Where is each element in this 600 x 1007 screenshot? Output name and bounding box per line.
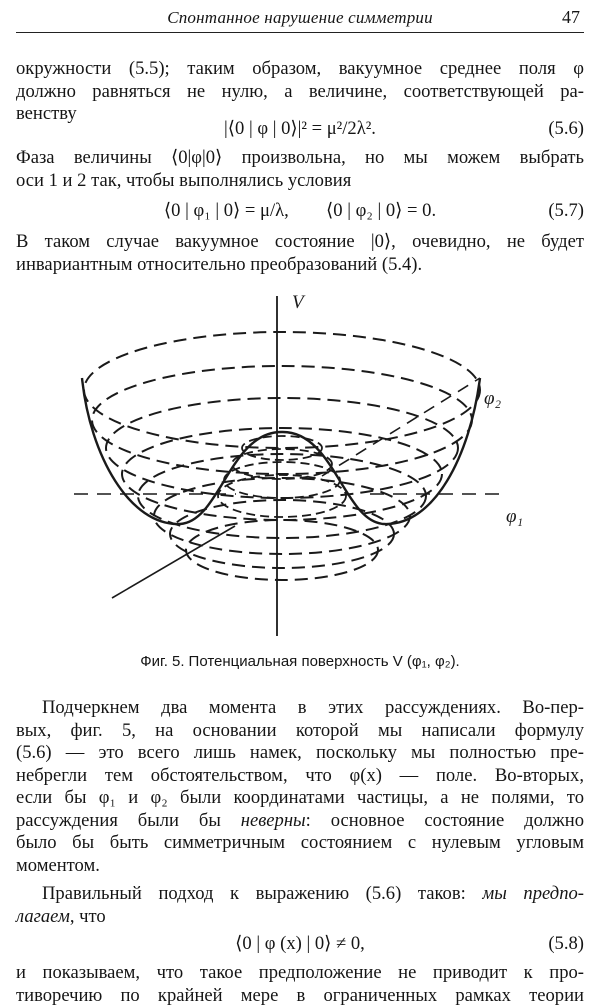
text-line: венству [16,103,584,126]
bowl-contours [84,332,480,580]
equation-5-6 [16,118,584,142]
text-line: должно равняться не нулю, а величине, соответствующей ра- [16,81,584,104]
page-number: 47 [562,7,580,28]
paragraph-4 [16,697,584,877]
axis-phi2-label: φ₂ [484,388,502,409]
text-line: тиворечию по крайней мере в ограниченных рамках теории [16,985,584,1007]
equation-body: |⟨0 | φ | 0⟩|² = μ²/2λ². [16,118,584,140]
caption-label: Фиг. 5. [140,653,184,670]
text-line [16,883,584,906]
equation-5-7 [16,200,584,224]
paragraph-6 [16,962,584,1007]
equation-5-8 [16,933,584,957]
text-line: Подчеркнем два момента в этих рассуждениях. Во-пер- [16,697,584,720]
equation-body: ⟨0 | φ (x) | 0⟩ ≠ 0, [16,933,584,955]
figure-caption [0,653,600,670]
page-header [16,4,584,33]
text-line: рассуждения были бы неверны: основное состояние должно [16,810,584,833]
emphasis-text: мы предпо- [482,883,584,904]
text-line: если бы φ₁ и φ₂ были координатами частицы, а не полями, то [16,787,584,810]
text-line: В таком случае вакуумное состояние |0⟩, очевидно, не будет [16,231,584,254]
paragraph-2 [16,147,584,192]
text-line: было бы быть симметричным состоянием с нулевым угловым [16,832,584,855]
equation-number: (5.7) [548,200,584,222]
text-line: инвариантным относительно преобразований (5.4). [16,254,584,277]
central-hump-contours [218,436,346,517]
equation-number: (5.8) [548,933,584,955]
emphasis-text: лагаем [16,906,70,927]
equation-number: (5.6) [548,118,584,140]
paragraph-5 [16,883,584,928]
axis-v-label: V [292,292,306,313]
text-line [16,906,584,929]
text-line: небрегли тем обстоятельством, что φ(x) — поле. Во-вторых, [16,765,584,788]
paragraph-1 [16,58,584,126]
paragraph-3 [16,231,584,276]
axis-phi1-label: φ₁ [506,506,523,527]
running-head: Спонтанное нарушение симметрии [16,8,584,28]
emphasis-text: неверны [241,810,306,831]
text-line: моментом. [16,855,584,878]
caption-text: Потенциальная поверхность V (φ₁, φ₂). [189,653,460,670]
text-line: вых, фиг. 5, на основании которой мы написали формулу [16,720,584,743]
text-line: и показываем, что такое предположение не приводит к про- [16,962,584,985]
text-run: , что [70,906,106,927]
text-line: окружности (5.5); таким образом, вакуумное среднее поля φ [16,58,584,81]
text-line: (5.6) — это всего лишь намек, поскольку мы полностью пре- [16,742,584,765]
text-run: Правильный подход к выражению (5.6) таков: [42,883,482,904]
text-line: Фаза величины ⟨0|φ|0⟩ произвольна, но мы можем выбрать [16,147,584,170]
equation-body: ⟨0 | φ₁ | 0⟩ = μ/λ, ⟨0 | φ₂ | 0⟩ = 0. [16,200,584,222]
text-line: оси 1 и 2 так, чтобы выполнялись условия [16,170,584,193]
potential-surface-figure [60,286,540,646]
